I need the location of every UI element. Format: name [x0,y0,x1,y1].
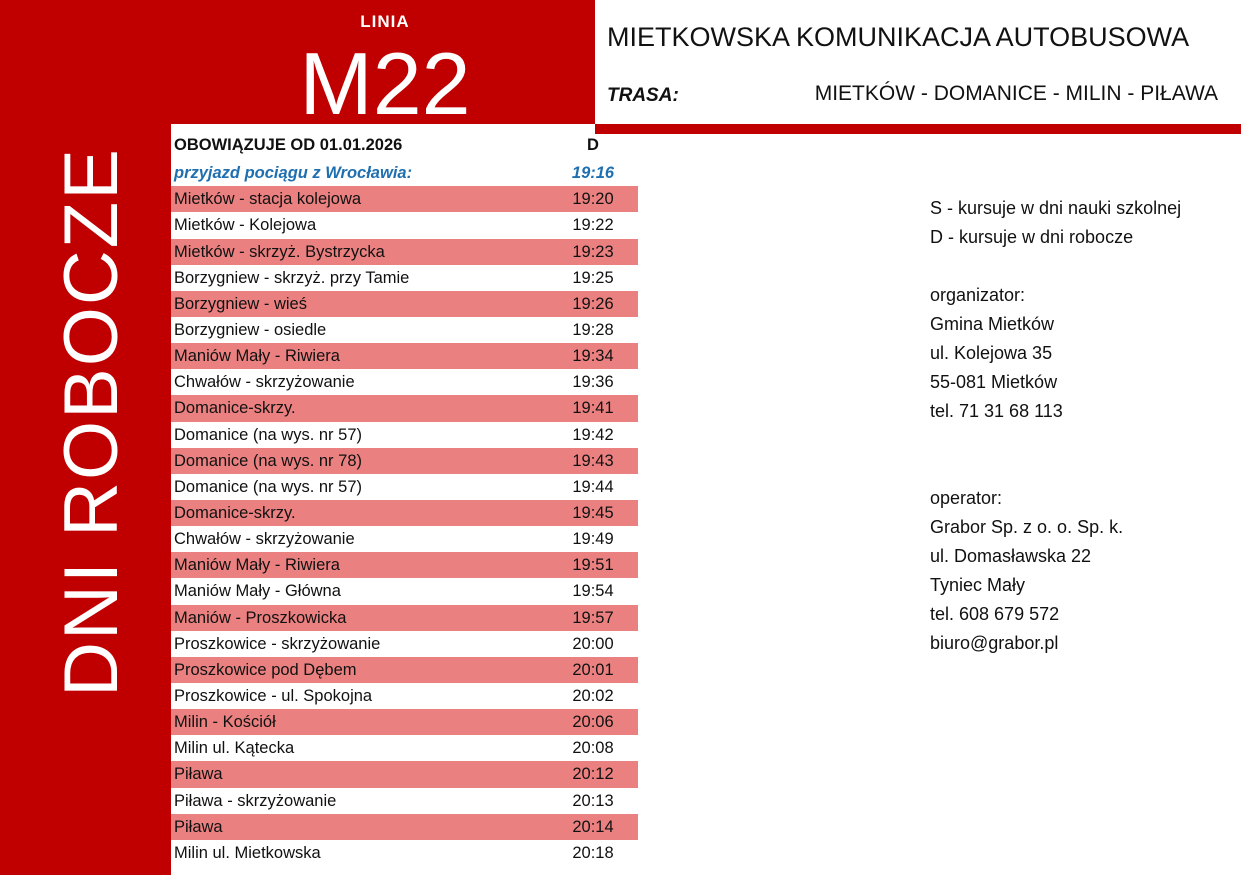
organizer-phone: tel. 71 31 68 113 [930,401,1063,421]
stop-name: Chwałów - skrzyżowanie [174,373,355,392]
departure-time: 20:13 [572,791,614,810]
route-value: MIETKÓW - DOMANICE - MILIN - PIŁAWA [814,82,1218,105]
organizer-label: organizator: [930,285,1026,305]
timetable-row [171,735,638,761]
stop-name: Piława - skrzyżowanie [174,791,337,810]
operator-name: Grabor Sp. z o. o. Sp. k. [930,517,1124,537]
stop-name: Maniów Mały - Riwiera [174,556,340,575]
departure-time: 19:49 [572,530,614,549]
stop-name: Domanice (na wys. nr 78) [174,451,362,470]
departure-time: 20:01 [572,660,614,679]
departure-time: 20:18 [572,843,614,862]
stop-name: Proszkowice - ul. Spokojna [174,686,373,705]
stop-name: Proszkowice pod Dębem [174,660,357,679]
departure-time: 20:00 [572,634,614,653]
departure-time: 20:06 [572,713,614,732]
timetable-row [171,369,638,395]
stop-name: Borzygniew - skrzyż. przy Tamie [174,268,410,287]
departure-time: 19:25 [572,268,614,287]
timetable-row [171,526,638,552]
departure-time: 19:51 [572,556,614,575]
stop-name: Domanice (na wys. nr 57) [174,477,362,496]
timetable-row [171,343,638,369]
timetable-header-row [171,134,638,160]
stop-name: Domanice-skrzy. [174,399,296,418]
departure-time: 19:41 [572,399,614,418]
departure-time: 19:26 [572,294,614,313]
stop-name: Borzygniew - osiedle [174,320,327,339]
red-divider-stripe [595,124,1241,134]
departure-time: 19:22 [572,216,614,235]
train-time: 19:16 [571,164,615,183]
timetable-row [171,291,638,317]
departure-time: 20:12 [572,765,614,784]
operator-email[interactable]: biuro@grabor.pl [930,633,1059,653]
timetable-row [171,395,638,421]
stop-name: Milin ul. Mietkowska [174,843,321,862]
departure-time: 19:23 [572,242,614,261]
timetable [171,134,638,866]
timetable-row [171,631,638,657]
timetable-row [171,448,638,474]
stop-name: Piława [174,765,223,784]
stop-name: Maniów Mały - Riwiera [174,347,340,366]
valid-from: OBOWIĄZUJE OD 01.01.2026 [174,136,403,154]
timetable-row [171,186,638,212]
timetable-row [171,500,638,526]
timetable-row [171,474,638,500]
company-name: MIETKOWSKA KOMUNIKACJA AUTOBUSOWA [607,22,1190,52]
train-label: przyjazd pociągu z Wrocławia: [174,164,413,183]
departure-time: 19:34 [572,347,614,366]
timetable-row [171,788,638,814]
day-type-title: DNI ROBOCZE [49,147,134,697]
stop-name: Mietków - stacja kolejowa [174,190,362,209]
organizer-block [930,281,1063,426]
column-header: D [587,136,599,154]
timetable-row [171,317,638,343]
timetable-row [171,761,638,787]
stop-name: Maniów Mały - Główna [174,582,341,601]
stop-name: Domanice-skrzy. [174,503,296,522]
departure-time: 19:42 [572,425,614,444]
stop-name: Mietków - Kolejowa [174,216,317,235]
timetable-row [171,605,638,631]
stop-name: Milin ul. Kątecka [174,739,295,758]
operator-block [930,484,1123,658]
operator-city: Tyniec Mały [930,575,1026,595]
train-arrival-row [171,160,638,186]
timetable-row [171,422,638,448]
stop-name: Mietków - skrzyż. Bystrzycka [174,242,385,261]
legend-s: S - kursuje w dni nauki szkolnej [930,198,1182,218]
operator-phone: tel. 608 679 572 [930,604,1060,624]
departure-time: 19:43 [572,451,614,470]
departure-time: 20:08 [572,739,614,758]
timetable-row [171,578,638,604]
stop-name: Proszkowice - skrzyżowanie [174,634,381,653]
legend-d: D - kursuje w dni robocze [930,227,1134,247]
organizer-street: ul. Kolejowa 35 [930,343,1053,363]
departure-time: 19:20 [572,190,614,209]
timetable-row [171,239,638,265]
operator-street: ul. Domasławska 22 [930,546,1092,566]
timetable-row [171,683,638,709]
departure-time: 19:28 [572,320,614,339]
stop-name: Maniów - Proszkowicka [174,608,347,627]
timetable-row [171,552,638,578]
route-label: TRASA: [607,85,679,106]
timetable-row [171,814,638,840]
stop-name: Piława [174,817,223,836]
departure-time: 19:54 [572,582,614,601]
departure-time: 19:36 [572,373,614,392]
stop-name: Domanice (na wys. nr 57) [174,425,362,444]
operator-label: operator: [930,488,1003,508]
stop-name: Chwałów - skrzyżowanie [174,530,355,549]
departure-time: 20:02 [572,686,614,705]
stop-name: Milin - Kościół [174,713,276,732]
organizer-name: Gmina Mietków [930,314,1055,334]
departure-time: 19:45 [572,503,614,522]
stop-name: Borzygniew - wieś [174,294,307,313]
line-label: LINIA [360,12,410,31]
departure-time: 20:14 [572,817,614,836]
timetable-row [171,709,638,735]
departure-time: 19:44 [572,477,614,496]
timetable-row [171,657,638,683]
timetable-row [171,265,638,291]
line-number: M22 [299,34,471,133]
departure-time: 19:57 [572,608,614,627]
timetable-row [171,840,638,866]
timetable-row [171,212,638,238]
legend [930,194,1181,252]
organizer-city: 55-081 Mietków [930,372,1058,392]
